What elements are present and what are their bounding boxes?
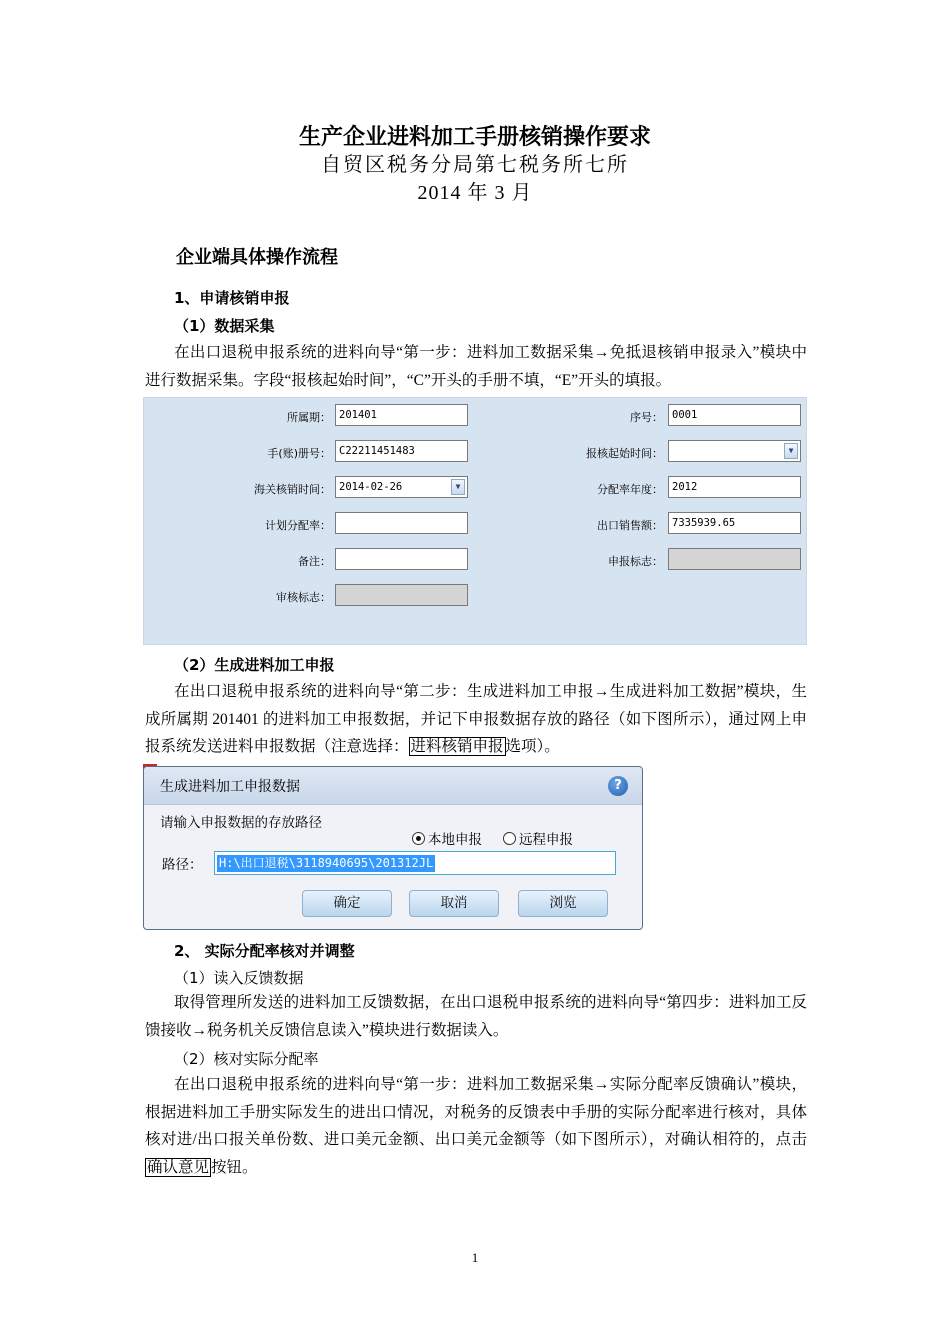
audit-flag-field <box>335 584 468 606</box>
step1-sub2-heading: （2）生成进料加工申报 <box>174 656 335 674</box>
step2-heading: 2、 实际分配率核对并调整 <box>174 942 355 960</box>
step1-sub2-text-end: 选项）。 <box>505 738 560 755</box>
path-input[interactable] <box>214 851 616 875</box>
browse-button[interactable]: 浏览 <box>518 890 608 917</box>
step2-sub1-paragraph: 取得管理所发送的进料加工反馈数据，在出口退税申报系统的进料向导“第四步：进料加工反馈接收→税务机关反馈信息读入”模块进行数据读入。 <box>145 994 807 1039</box>
period-input[interactable]: 201401 <box>335 404 468 426</box>
radio-remote[interactable] <box>503 828 573 848</box>
dialog-title: 生成进料加工申报数据 <box>160 779 300 795</box>
start-time-select[interactable] <box>668 440 801 462</box>
step2-sub2-paragraph <box>145 1071 807 1181</box>
step1-heading: 1、申请核销申报 <box>174 289 290 307</box>
radio-selected-icon[interactable] <box>412 832 425 845</box>
audit-flag-label: 审核标志： <box>276 591 331 604</box>
step2-sub2-text-end: 按钮。 <box>211 1158 258 1176</box>
remark-label: 备注： <box>298 555 331 568</box>
ok-button[interactable]: 确定 <box>302 890 392 917</box>
plan-rate-label: 计划分配率： <box>265 519 331 532</box>
customs-time-select[interactable] <box>335 476 468 498</box>
seq-input[interactable]: 0001 <box>668 404 801 426</box>
step1-sub2-paragraph <box>145 678 807 761</box>
manual-label: 手(账)册号： <box>267 447 331 460</box>
chevron-down-icon[interactable]: ▼ <box>451 479 465 495</box>
page-number: 1 <box>471 1250 479 1265</box>
data-entry-form-screenshot <box>143 397 807 645</box>
document-subtitle: 自贸区税务分局第七税务所七所 <box>321 154 629 176</box>
sales-label: 出口销售额： <box>597 519 663 532</box>
radio-remote-label: 远程申报 <box>519 832 573 848</box>
sales-input[interactable]: 7335939.65 <box>668 512 801 534</box>
step2-sub2-heading: （2）核对实际分配率 <box>174 1050 319 1068</box>
year-input[interactable]: 2012 <box>668 476 801 498</box>
dialog-prompt: 请输入申报数据的存放路径 <box>160 815 322 831</box>
radio-unselected-icon[interactable] <box>503 832 516 845</box>
option-label-boxed: 进料核销申报 <box>410 738 504 755</box>
confirm-opinion-boxed: 确认意见 <box>147 1158 210 1176</box>
plan-rate-input[interactable] <box>335 512 468 534</box>
customs-time-value: 2014-02-26 <box>339 481 403 493</box>
step1-sub2-text: 在出口退税申报系统的进料向导“第二步：生成进料加工申报→生成进料加工数据”模块，生成所属期 201401 的进料加工申报数据，并记下申报数据存放的路径（如下图所示），通过网上申报系统发送进料申报数据（注意选择： <box>145 683 807 755</box>
document-date: 2014 年 3 月 <box>417 182 533 204</box>
chevron-down-icon[interactable]: ▼ <box>784 443 798 459</box>
radio-local[interactable] <box>412 828 482 848</box>
path-label: 路径： <box>162 857 203 873</box>
generate-data-dialog <box>143 766 643 930</box>
step1-sub1-paragraph: 在出口退税申报系统的进料向导“第一步：进料加工数据采集→免抵退核销申报录入”模块中进行数据采集。字段“报核起始时间”，“C”开头的手册不填，“E”开头的填报。 <box>145 344 807 389</box>
customs-time-label: 海关核销时间： <box>254 483 331 496</box>
document-title: 生产企业进料加工手册核销操作要求 <box>298 125 651 150</box>
dialog-title-bar <box>144 767 642 805</box>
step2-sub1-heading: （1）读入反馈数据 <box>174 969 304 987</box>
step2-sub2-text: 在出口退税申报系统的进料向导“第一步：进料加工数据采集→实际分配率反馈确认”模块，根据进料加工手册实际发生的进出口情况，对税务的反馈表中手册的实际分配率进行核对，具体核对进/出口报关单份数、进口美元金额、出口美元金额等（如下图所示），对确认相符的，点击 <box>145 1076 807 1148</box>
manual-input[interactable]: C22211451483 <box>335 440 468 462</box>
path-value: H:\出口退税\3118940695\201312JL <box>219 856 434 870</box>
year-label: 分配率年度： <box>597 483 663 496</box>
remark-input[interactable] <box>335 548 468 570</box>
seq-label: 序号： <box>630 411 663 424</box>
period-label: 所属期： <box>287 411 331 424</box>
declare-flag-field <box>668 548 801 570</box>
cancel-button[interactable]: 取消 <box>409 890 499 917</box>
help-icon[interactable]: ? <box>608 776 628 796</box>
radio-local-label: 本地申报 <box>428 832 482 848</box>
section-heading: 企业端具体操作流程 <box>176 247 338 268</box>
start-time-label: 报核起始时间： <box>586 447 663 460</box>
declare-flag-label: 申报标志： <box>608 555 663 568</box>
step1-sub1-heading: （1）数据采集 <box>174 317 275 335</box>
